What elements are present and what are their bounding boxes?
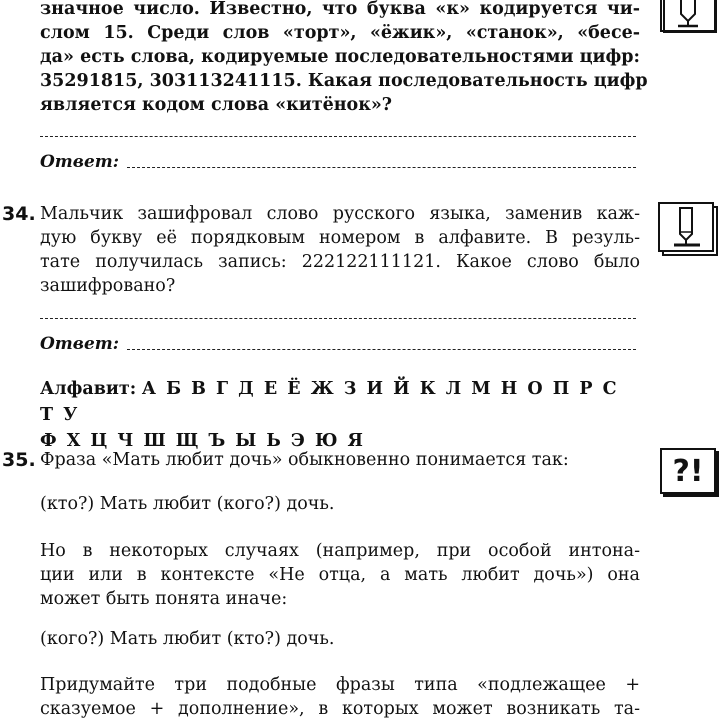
q34-answer-line-blank[interactable]: [40, 318, 636, 319]
q33-answer-line-blank[interactable]: [40, 136, 636, 137]
q33-line-2: слом 15. Среди слов «торт», «ёжик», «станок», «бесе-: [40, 23, 640, 43]
q33-answer-field[interactable]: [40, 148, 636, 172]
q34-answer-label: Ответ:: [40, 334, 120, 354]
q33-line-5: является кодом слова «китёнок»?: [40, 95, 393, 115]
q35-paragraph: [40, 539, 640, 611]
alphabet-label: Алфавит:: [40, 379, 137, 399]
q35-task: [40, 673, 640, 721]
q34-line-2: дую букву её порядковым номером в алфавите. В резуль-: [40, 228, 640, 248]
alphabet-line-2: Ф Х Ц Ч Ш Щ Ъ Ы Ь Э Ю Я: [40, 431, 365, 451]
q35-number: 35.: [2, 449, 36, 471]
q34-answer-field[interactable]: [40, 330, 636, 354]
pencil-icon: [660, 0, 718, 34]
q35-intro: [40, 448, 640, 472]
q34-text: [40, 202, 640, 298]
q34-answer-line[interactable]: [127, 349, 636, 350]
q34-line-4: зашифровано?: [40, 276, 176, 296]
q33-answer-label: Ответ:: [40, 152, 120, 172]
q33-answer-line[interactable]: [127, 167, 636, 168]
q35-para-line-3: может быть понята иначе:: [40, 589, 288, 609]
q33-line-3: да» есть слова, кодируемые последовательностями цифр:: [40, 47, 640, 67]
q35-intro-line: Фраза «Мать любит дочь» обыкновенно понимается так:: [40, 450, 569, 470]
q33-text: [40, 0, 648, 117]
alphabet: [40, 376, 640, 454]
pencil-icon: [658, 202, 718, 256]
q35-task-line-2: сказуемое + дополнение», в которых может возникать та-: [40, 699, 640, 719]
q33-line-1: значное число. Известно, что буква «к» кодируется чи-: [40, 0, 640, 19]
q35-example-1-line: (кто?) Мать любит (кого?) дочь.: [40, 494, 335, 514]
q35-para-line-1: Но в некоторых случаях (например, при особой интона-: [40, 541, 640, 561]
alphabet-line-1: А Б В Г Д Е Ё Ж З И Й К Л М Н О П Р С Т У: [40, 379, 619, 425]
q35-example-2-line: (кого?) Мать любит (кто?) дочь.: [40, 629, 335, 649]
q35-task-line-1: Придумайте три подобные фразы типа «подлежащее +: [40, 675, 640, 695]
q35-para-line-2: ции или в контексте «Не отца, а мать любит дочь») она: [40, 565, 640, 585]
q34-line-1: Мальчик зашифровал слово русского языка, заменив каж-: [40, 204, 640, 224]
q33-line-4: 35291815, 303113241115. Какая последовательность цифр: [40, 71, 648, 91]
q35-example-1: [40, 492, 640, 516]
q34-number: 34.: [2, 203, 36, 225]
question-exclamation-icon: ?!: [660, 448, 716, 494]
q35-example-2: [40, 627, 640, 651]
q34-line-3: тате получилась запись: 222122111121. Какое слово было: [40, 252, 640, 272]
